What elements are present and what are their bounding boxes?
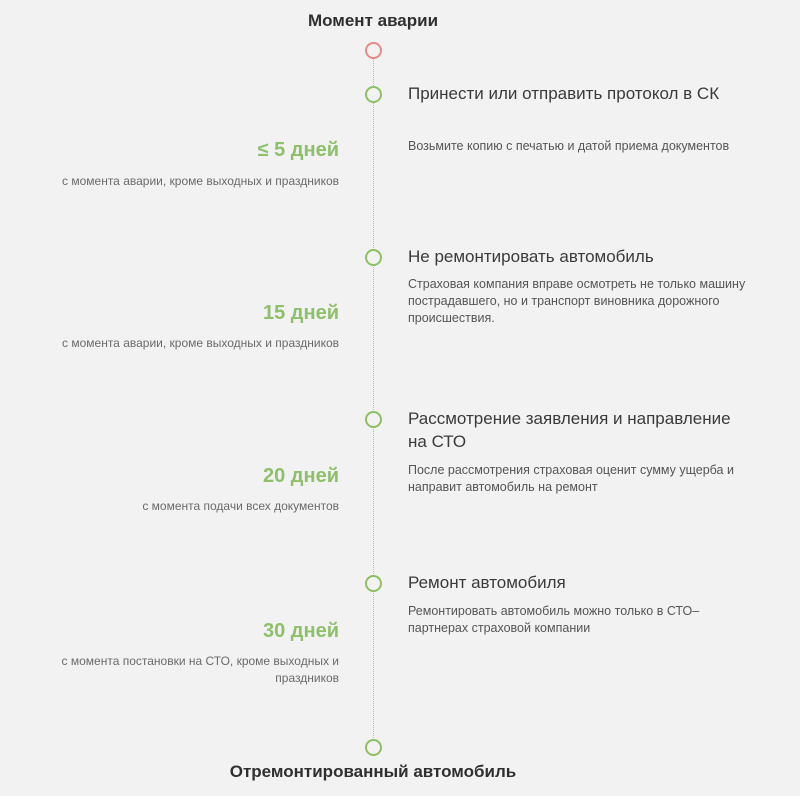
step-4-period-caption: с момента постановки на СТО, кроме выходных и праздников: [61, 654, 339, 685]
step-1-node-icon: [365, 86, 382, 103]
step-2-title: Не ремонтировать автомобиль: [408, 247, 654, 266]
step-3-node-icon: [365, 411, 382, 428]
step-2-period: 15 дней: [263, 302, 339, 324]
step-3-title: Рассмотрение заявления и направление на СТО: [408, 409, 731, 451]
step-4-title: Ремонт автомобиля: [408, 573, 566, 592]
step-4-node-icon: [365, 575, 382, 592]
step-2-period-caption: с момента аварии, кроме выходных и праздников: [62, 336, 339, 350]
start-node-icon: [365, 42, 382, 59]
end-title: Отремонтированный автомобиль: [229, 762, 517, 781]
step-3-description: После рассмотрения страховая оценит сумму ущерба и направит автомобиль на ремонт: [408, 463, 734, 494]
step-3-period: 20 дней: [263, 465, 339, 487]
step-2-description: Страховая компания вправе осмотреть не только машину пострадавшего, но и транспорт виновника дорожного происшествия.: [408, 277, 746, 325]
step-1-description: Возьмите копию с печатью и датой приема документов: [408, 139, 730, 153]
start-title: Момент аварии: [307, 11, 439, 30]
step-4-period: 30 дней: [263, 620, 339, 642]
timeline-line: [373, 58, 374, 738]
step-4-description: Ремонтировать автомобиль можно только в СТО–партнерах страховой компании: [408, 604, 700, 635]
step-3-period-caption: с момента подачи всех документов: [142, 499, 339, 513]
step-1-period: ≤ 5 дней: [257, 139, 339, 161]
step-2-node-icon: [365, 249, 382, 266]
end-node-icon: [365, 739, 382, 756]
step-1-period-caption: с момента аварии, кроме выходных и праздников: [62, 174, 339, 188]
step-1-title: Принести или отправить протокол в СК: [408, 84, 720, 103]
